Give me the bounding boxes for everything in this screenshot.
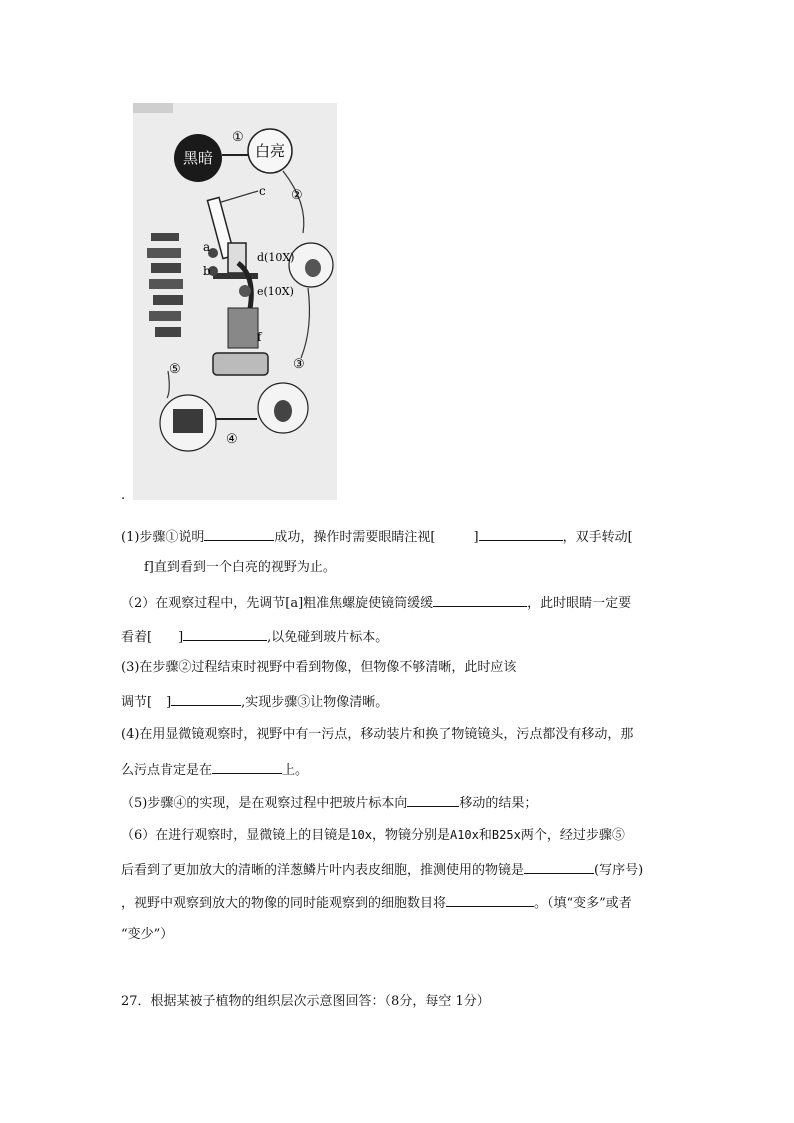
q6-objective-a: A10x — [449, 828, 479, 842]
q1-text-d: ，双手转动[ — [562, 530, 633, 545]
q6-line1 — [121, 826, 625, 845]
q6-text-b2: (写序号) — [594, 863, 644, 878]
label-e: e(10X) — [257, 285, 294, 298]
q6-line3 — [121, 893, 632, 913]
q3-line2 — [121, 692, 388, 712]
microscope-diagram — [133, 103, 337, 500]
step4-label: ④ — [226, 432, 238, 447]
q6-text-b: 后看到了更加放大的清晰的洋葱鳞片叶内表皮细胞，推测使用的物镜是 — [121, 863, 525, 878]
q1-text-b: 成功，操作时需要眼睛注视[ — [274, 530, 436, 545]
q6-text-a: （6）在进行观察时，显微镜上的目镜是 — [121, 828, 351, 843]
q2-blank-1[interactable] — [433, 593, 527, 607]
label-d: d(10X) — [257, 251, 295, 264]
q5-text-b: 移动的结果； — [459, 796, 538, 811]
q2-text-e: ,以免碰到玻片标本。 — [267, 630, 389, 645]
q6-line2 — [121, 860, 643, 880]
q3-line1: (3)在步骤②过程结束时视野中看到物像，但物像不够清晰，此时应该 — [121, 660, 517, 675]
step1-label: ① — [232, 130, 244, 145]
q2-blank-2[interactable] — [183, 627, 267, 641]
q6-blank-2[interactable] — [446, 893, 534, 907]
q5-text-a: （5)步骤④的实现，是在观察过程中把玻片标本向 — [121, 796, 408, 811]
q1-line2: f]直到看到一个白亮的视野为止。 — [144, 560, 336, 575]
q4-text-b: 么污点肯定是在 — [121, 763, 213, 778]
q6-text-c: ，视野中观察到放大的物像的同时能观察到的细胞数目将 — [121, 896, 447, 911]
label-b: b — [203, 264, 211, 278]
q6-text-c2: 。（填“变多”或者 — [534, 896, 632, 911]
stray-dot: . — [121, 488, 126, 503]
microscope-figure — [133, 103, 337, 500]
q1-text-c: ] — [473, 530, 479, 545]
q6-text-a5: 和 — [478, 828, 492, 843]
q2-text-d: ] — [178, 630, 184, 645]
q6-text-a7: 两个，经过步骤⑤ — [520, 828, 625, 843]
q3-text-c: ] — [166, 695, 172, 710]
step2-label: ② — [291, 188, 303, 203]
label-c: c — [259, 184, 266, 198]
label-a: a — [203, 240, 211, 254]
q2-text-c: 看着[ — [121, 630, 153, 645]
q2-text-a: （2）在观察过程中，先调节[a]粗准焦螺旋使镜筒缓缓 — [121, 596, 434, 611]
q1-blank-1[interactable] — [204, 527, 274, 541]
q27-heading: 27．根据某被子植物的组织层次示意图回答：（8分，每空 1分） — [121, 994, 490, 1009]
q1-blank-2[interactable] — [479, 527, 563, 541]
q2-line1 — [121, 593, 631, 613]
q4-line1: (4)在用显微镜观察时，视野中有一污点，移动装片和换了物镜镜头，污点都没有移动，那 — [121, 727, 634, 742]
q6-line4: “变少”） — [121, 927, 174, 942]
q3-blank-1[interactable] — [171, 692, 241, 706]
q6-blank-1[interactable] — [524, 860, 594, 874]
q3-text-d: ,实现步骤③让物像清晰。 — [241, 695, 389, 710]
bright-label: 白亮 — [254, 142, 286, 160]
q2-line2 — [121, 627, 388, 647]
q1-line1 — [121, 527, 633, 547]
label-f: f — [257, 330, 262, 344]
q5-blank-1[interactable] — [407, 793, 459, 807]
q6-text-a3: ，物镜分别是 — [371, 828, 450, 843]
step3-label: ③ — [293, 357, 305, 372]
q4-line2 — [121, 760, 308, 780]
q3-text-b: 调节[ — [121, 695, 153, 710]
q2-text-b: ，此时眼睛一定要 — [527, 596, 632, 611]
q6-eyepiece: 10x — [350, 828, 372, 842]
q5-line — [121, 793, 537, 813]
q4-text-c: 上。 — [282, 763, 309, 778]
q6-objective-b: B25x — [491, 828, 521, 842]
q4-blank-1[interactable] — [212, 760, 282, 774]
dark-label: 黑暗 — [182, 149, 214, 167]
q1-text-a: (1)步骤①说明 — [121, 530, 205, 545]
step5-label: ⑤ — [169, 362, 181, 377]
